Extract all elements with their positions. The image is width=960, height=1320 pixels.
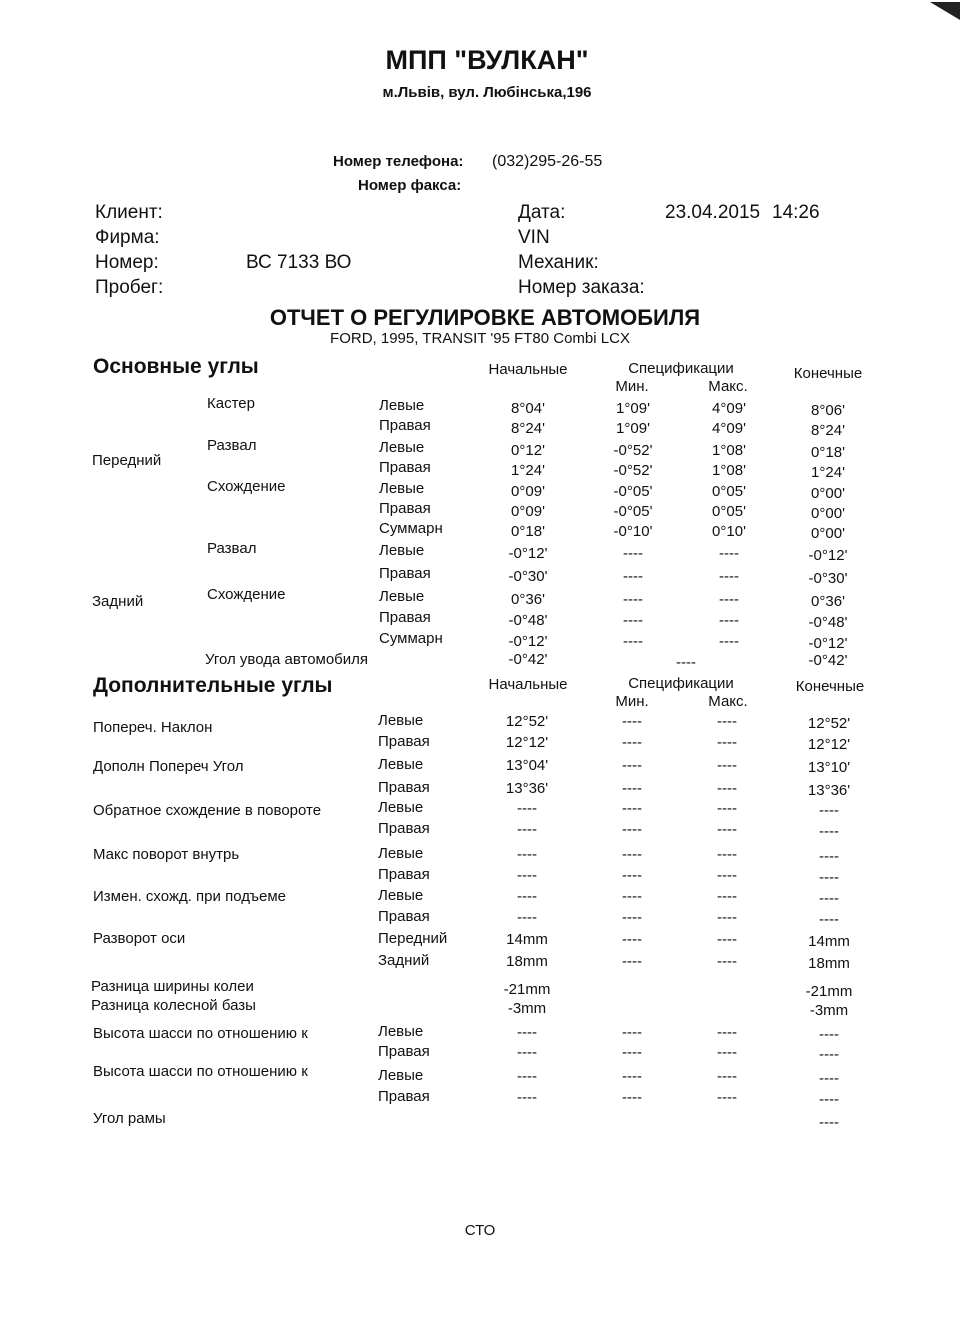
main-row-initial: -0°12' — [508, 545, 548, 562]
main-row-min: ---- — [623, 545, 643, 562]
extra-row-param: Разница колесной базы — [91, 997, 256, 1014]
company-address: м.Львів, вул. Любінська,196 — [382, 84, 592, 101]
extra-row-param: Макс поворот внутрь — [93, 846, 240, 863]
fax-label: Номер факса: — [358, 177, 462, 194]
main-row-final: -0°48' — [808, 614, 848, 631]
main-row-min: -0°52' — [613, 442, 653, 459]
extra-row-min: ---- — [622, 846, 642, 863]
main-row-final: 0°00' — [811, 525, 845, 542]
main-row-initial: -0°12' — [508, 633, 548, 650]
main-row-max: 0°05' — [712, 503, 746, 520]
rear-axle-label: Задний — [92, 593, 144, 610]
thrust-angle-spec: ---- — [676, 654, 696, 671]
main-row-side: Правая — [379, 565, 431, 582]
extra-row-param: Дополн Попереч Угол — [93, 758, 244, 775]
extra-row-max: ---- — [717, 1089, 737, 1106]
extra-row-param: Высота шасси по отношению к — [93, 1025, 308, 1042]
main-row-param: Развал — [207, 540, 257, 557]
extra-row-final: -3mm — [809, 1002, 849, 1019]
main-row-param: Схождение — [207, 478, 286, 495]
extra-row-side: Правая — [378, 908, 430, 925]
extra-row-min: ---- — [622, 1068, 642, 1085]
main-row-max: 4°09' — [712, 400, 746, 417]
client-label: Клиент: — [95, 202, 163, 223]
extra-row-min: ---- — [622, 867, 642, 884]
main-row-initial: 0°36' — [511, 591, 545, 608]
main-row-final: 8°24' — [811, 422, 845, 439]
scan-edge-mark — [930, 0, 960, 20]
extra-row-param: Разница ширины колеи — [91, 978, 254, 995]
mileage-label: Пробег: — [95, 277, 164, 298]
extra-row-min: ---- — [622, 800, 642, 817]
main-row-min: ---- — [623, 591, 643, 608]
main-row-initial: 0°18' — [511, 523, 545, 540]
extra-row-max: ---- — [717, 1024, 737, 1041]
extra-row-final: ---- — [819, 1046, 839, 1063]
main-row-final: 0°00' — [811, 485, 845, 502]
extra-row-max: ---- — [717, 1068, 737, 1085]
col-final-2: Конечные — [795, 678, 865, 695]
extra-row-final: 13°36' — [807, 782, 851, 799]
main-row-min: -0°10' — [613, 523, 653, 540]
extra-row-side: Левые — [378, 712, 424, 729]
extra-row-final: ---- — [819, 1026, 839, 1043]
extra-row-final: ---- — [819, 1070, 839, 1087]
extra-row-param: Высота шасси по отношению к — [93, 1063, 308, 1080]
extra-row-final: 12°12' — [807, 736, 851, 753]
extra-row-initial: ---- — [517, 846, 537, 863]
extra-row-initial: ---- — [517, 909, 537, 926]
main-row-side: Правая — [379, 459, 431, 476]
extra-row-min: ---- — [622, 713, 642, 730]
extra-row-final: ---- — [819, 1091, 839, 1108]
main-row-side: Суммарн — [379, 520, 443, 537]
main-row-min: -0°05' — [613, 503, 653, 520]
extra-row-max: ---- — [717, 888, 737, 905]
main-row-max: ---- — [719, 591, 739, 608]
date-label: Дата: — [518, 202, 566, 223]
main-row-initial: 0°09' — [511, 483, 545, 500]
phone-label: Номер телефона: — [333, 153, 464, 170]
vin-label: VIN — [518, 227, 550, 248]
main-row-final: 0°36' — [811, 593, 845, 610]
extra-row-initial: -21mm — [503, 981, 551, 998]
extra-row-final: 14mm — [808, 933, 850, 950]
extra-row-param: Разворот оси — [93, 930, 186, 947]
extra-row-final: ---- — [819, 911, 839, 928]
main-row-initial: 8°24' — [511, 420, 545, 437]
main-row-side: Правая — [379, 500, 431, 517]
extra-row-initial: ---- — [517, 1089, 537, 1106]
extra-row-min: ---- — [622, 757, 642, 774]
extra-row-param: Обратное схождение в повороте — [93, 802, 322, 819]
extra-row-side: Левые — [378, 887, 424, 904]
extra-row-final: 13°10' — [807, 759, 851, 776]
main-row-param: Развал — [207, 437, 257, 454]
main-angles-title: Основные углы — [93, 355, 259, 378]
time-value: 14:26 — [772, 202, 820, 223]
main-row-param: Схождение — [207, 586, 286, 603]
main-row-side: Левые — [379, 480, 425, 497]
phone-value: (032)295-26-55 — [492, 153, 603, 170]
extra-row-final: ---- — [819, 869, 839, 886]
thrust-angle-initial: -0°42' — [508, 651, 548, 668]
extra-row-side: Правая — [378, 820, 430, 837]
extra-row-side: Правая — [378, 866, 430, 883]
extra-row-min: ---- — [622, 1044, 642, 1061]
extra-row-final: ---- — [819, 802, 839, 819]
col-final: Конечные — [793, 365, 863, 382]
main-row-min: 1°09' — [616, 420, 650, 437]
main-row-max: 1°08' — [712, 442, 746, 459]
report-title: ОТЧЕТ О РЕГУЛИРОВКЕ АВТОМОБИЛЯ — [269, 305, 701, 330]
extra-row-initial: ---- — [517, 888, 537, 905]
firm-label: Фирма: — [95, 227, 160, 248]
extra-row-max: ---- — [717, 757, 737, 774]
main-row-min: ---- — [623, 612, 643, 629]
extra-row-final: -21mm — [805, 983, 853, 1000]
main-row-max: 1°08' — [712, 462, 746, 479]
extra-row-initial: 14mm — [506, 931, 548, 948]
extra-row-side: Левые — [378, 756, 424, 773]
main-row-side: Правая — [379, 417, 431, 434]
extra-row-min: ---- — [622, 888, 642, 905]
extra-row-side: Правая — [378, 779, 430, 796]
main-row-initial: 0°12' — [511, 442, 545, 459]
extra-row-side: Левые — [378, 1023, 424, 1040]
main-row-max: 0°10' — [712, 523, 746, 540]
col-initial: Начальные — [488, 361, 568, 378]
extra-angles-title: Дополнительные углы — [93, 674, 333, 697]
main-row-min: ---- — [623, 633, 643, 650]
main-row-side: Левые — [379, 439, 425, 456]
footer-label: СТО — [464, 1222, 496, 1239]
extra-row-initial: -3mm — [507, 1000, 547, 1017]
extra-row-initial: ---- — [517, 1024, 537, 1041]
extra-row-side: Левые — [378, 845, 424, 862]
main-row-initial: 0°09' — [511, 503, 545, 520]
main-row-initial: 1°24' — [511, 462, 545, 479]
main-row-final: 0°18' — [811, 444, 845, 461]
extra-row-max: ---- — [717, 734, 737, 751]
extra-row-initial: ---- — [517, 1044, 537, 1061]
main-row-initial: -0°30' — [508, 568, 548, 585]
main-row-final: -0°12' — [808, 547, 848, 564]
extra-row-initial: ---- — [517, 800, 537, 817]
extra-row-max: ---- — [717, 780, 737, 797]
extra-row-min: ---- — [622, 821, 642, 838]
main-row-min: 1°09' — [616, 400, 650, 417]
extra-row-side: Задний — [378, 952, 430, 969]
main-row-min: -0°52' — [613, 462, 653, 479]
main-row-param: Кастер — [207, 395, 255, 412]
extra-row-min: ---- — [622, 909, 642, 926]
number-label: Номер: — [95, 252, 159, 273]
main-row-max: ---- — [719, 568, 739, 585]
col-initial-2: Начальные — [488, 676, 568, 693]
extra-row-param: Угол рамы — [93, 1110, 166, 1127]
main-row-side: Правая — [379, 609, 431, 626]
main-row-side: Левые — [379, 588, 425, 605]
main-row-max: ---- — [719, 545, 739, 562]
extra-row-initial: ---- — [517, 1068, 537, 1085]
main-row-initial: 8°04' — [511, 400, 545, 417]
extra-row-initial: ---- — [517, 821, 537, 838]
main-row-max: 4°09' — [712, 420, 746, 437]
main-row-final: 8°06' — [811, 402, 845, 419]
main-row-side: Суммарн — [379, 630, 443, 647]
extra-row-min: ---- — [622, 780, 642, 797]
extra-row-max: ---- — [717, 931, 737, 948]
main-row-initial: -0°48' — [508, 612, 548, 629]
extra-row-side: Правая — [378, 1043, 430, 1060]
extra-row-max: ---- — [717, 1044, 737, 1061]
main-row-min: -0°05' — [613, 483, 653, 500]
col-min-2: Мин. — [615, 693, 649, 710]
extra-row-side: Левые — [378, 799, 424, 816]
extra-row-final: ---- — [819, 1114, 839, 1131]
extra-row-max: ---- — [717, 846, 737, 863]
extra-row-initial: 12°52' — [505, 713, 549, 730]
col-specs: Спецификации — [628, 360, 734, 377]
extra-row-side: Левые — [378, 1067, 424, 1084]
main-row-side: Левые — [379, 542, 425, 559]
extra-row-min: ---- — [622, 953, 642, 970]
extra-row-max: ---- — [717, 867, 737, 884]
main-row-side: Левые — [379, 397, 425, 414]
extra-row-min: ---- — [622, 1024, 642, 1041]
main-row-final: 0°00' — [811, 505, 845, 522]
front-axle-label: Передний — [92, 452, 162, 469]
col-max-2: Макс. — [708, 693, 748, 710]
col-min: Мин. — [615, 378, 649, 395]
thrust-angle-label: Угол увода автомобиля — [205, 651, 369, 668]
extra-row-initial: 13°36' — [505, 780, 549, 797]
main-row-min: ---- — [623, 568, 643, 585]
order-label: Номер заказа: — [518, 277, 645, 298]
extra-row-param: Измен. схожд. при подъеме — [93, 888, 287, 905]
extra-row-side: Передний — [378, 930, 448, 947]
extra-row-final: ---- — [819, 890, 839, 907]
company-name: МПП "ВУЛКАН" — [385, 45, 589, 75]
extra-row-max: ---- — [717, 713, 737, 730]
extra-row-final: ---- — [819, 823, 839, 840]
extra-row-min: ---- — [622, 1089, 642, 1106]
col-specs-2: Спецификации — [628, 675, 734, 692]
mechanic-label: Механик: — [518, 252, 599, 273]
date-value: 23.04.2015 — [665, 202, 761, 223]
main-row-max: ---- — [719, 612, 739, 629]
col-max: Макс. — [708, 378, 748, 395]
number-value: ВС 7133 ВО — [246, 252, 352, 273]
extra-row-initial: 18mm — [506, 953, 548, 970]
extra-row-final: 12°52' — [807, 715, 851, 732]
extra-row-initial: 13°04' — [505, 757, 549, 774]
main-row-final: 1°24' — [811, 464, 845, 481]
extra-row-final: ---- — [819, 848, 839, 865]
main-row-max: ---- — [719, 633, 739, 650]
extra-row-min: ---- — [622, 734, 642, 751]
main-row-max: 0°05' — [712, 483, 746, 500]
thrust-angle-final: -0°42' — [808, 652, 848, 669]
extra-row-max: ---- — [717, 821, 737, 838]
extra-row-param: Попереч. Наклон — [93, 719, 213, 736]
extra-row-initial: 12°12' — [505, 734, 549, 751]
extra-row-side: Правая — [378, 1088, 430, 1105]
extra-row-max: ---- — [717, 800, 737, 817]
extra-row-initial: ---- — [517, 867, 537, 884]
extra-row-min: ---- — [622, 931, 642, 948]
main-row-final: -0°12' — [808, 635, 848, 652]
extra-row-side: Правая — [378, 733, 430, 750]
extra-row-final: 18mm — [808, 955, 850, 972]
main-row-final: -0°30' — [808, 570, 848, 587]
extra-row-max: ---- — [717, 909, 737, 926]
vehicle-info: FORD, 1995, TRANSIT '95 FT80 Combi LCX — [330, 330, 630, 347]
extra-row-max: ---- — [717, 953, 737, 970]
